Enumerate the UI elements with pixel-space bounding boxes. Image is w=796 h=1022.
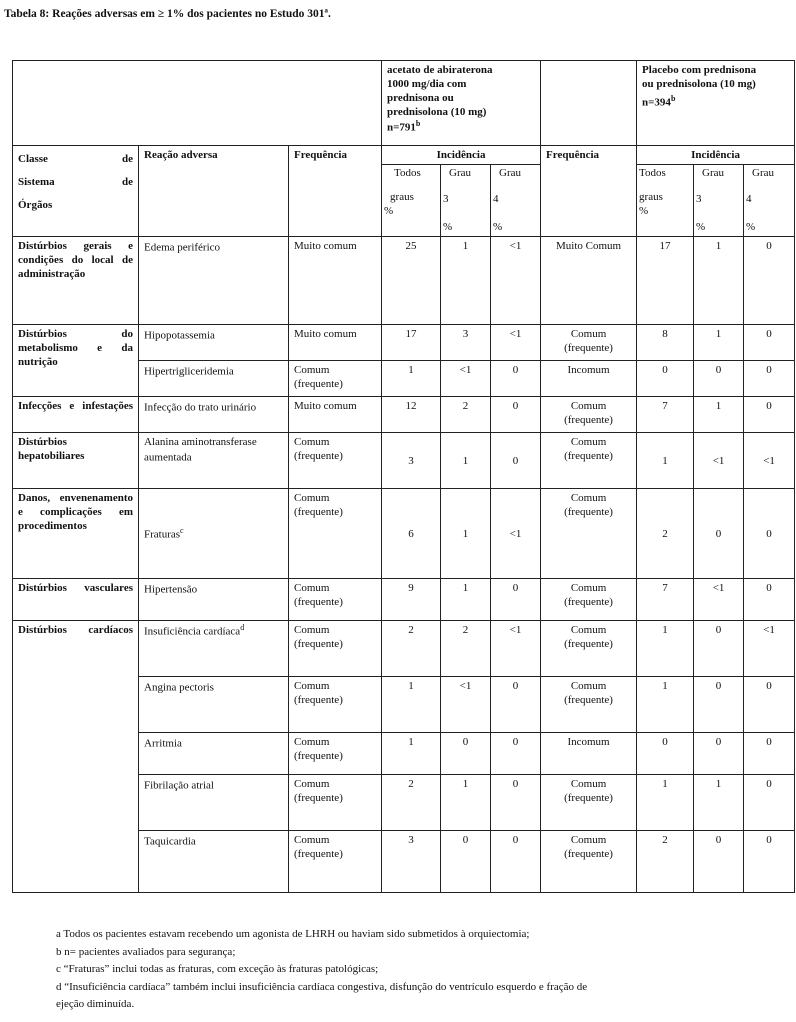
organ-class-cell: Distúrbios gerais e condições do local de administração <box>13 237 139 325</box>
frequency-abiraterone-cell: Comum (frequente) <box>289 733 382 775</box>
placebo-all-grades-cell: 1 <box>637 677 694 733</box>
abiraterone-grade4-cell: 0 <box>491 361 541 397</box>
frequency-abiraterone-cell: Comum (frequente) <box>289 433 382 489</box>
placebo-grade4-cell: 0 <box>744 677 795 733</box>
footnote-b: b n= pacientes avaliados para segurança; <box>56 945 236 958</box>
header-grau4-a: Grau 4 % <box>491 165 541 237</box>
header-classe: Classe de Sistema de Órgãos <box>13 146 139 237</box>
header-todos-a: Todos graus % <box>382 165 441 237</box>
table-row <box>13 489 795 579</box>
footnote-d: d “Insuficiência cardíaca” também inclui insuficiência cardíaca congestiva, disfunção do ventrículo esquerdo e fração de <box>56 980 588 993</box>
frequency-placebo-cell: Comum (frequente) <box>541 433 637 489</box>
placebo-grade3-cell: 1 <box>694 397 744 433</box>
frequency-placebo-cell: Comum (frequente) <box>541 579 637 621</box>
abiraterone-grade4-cell: <1 <box>491 325 541 361</box>
abiraterone-all-grades-cell: 2 <box>382 775 441 831</box>
organ-class-cell: Distúrbios hepatobiliares <box>13 433 139 489</box>
abiraterone-grade4-cell: <1 <box>491 489 541 579</box>
placebo-grade3-cell: <1 <box>694 433 744 489</box>
abiraterone-all-grades-cell: 2 <box>382 621 441 677</box>
abiraterone-grade3-cell: 1 <box>441 579 491 621</box>
abiraterone-all-grades-cell: 9 <box>382 579 441 621</box>
reaction-cell: Hipopotassemia <box>139 325 289 361</box>
header-frequencia-p: Frequência <box>541 146 637 237</box>
footnote-a: a Todos os pacientes estavam recebendo um agonista de LHRH ou haviam sido submetidos à orquiectomia; <box>56 928 530 940</box>
placebo-grade3-cell: 0 <box>694 489 744 579</box>
abiraterone-all-grades-cell: 1 <box>382 733 441 775</box>
placebo-grade4-cell: 0 <box>744 775 795 831</box>
abiraterone-grade3-cell: 1 <box>441 775 491 831</box>
abiraterone-all-grades-cell: 17 <box>382 325 441 361</box>
header-grau3-p: Grau 3 % <box>694 165 744 237</box>
frequency-placebo-cell: Comum (frequente) <box>541 397 637 433</box>
placebo-grade4-cell: 0 <box>744 733 795 775</box>
table-row <box>13 237 795 325</box>
abiraterone-grade3-cell: 1 <box>441 237 491 325</box>
abiraterone-grade3-cell: 2 <box>441 621 491 677</box>
abiraterone-grade4-cell: 0 <box>491 733 541 775</box>
organ-class-cell: Infecções e infestações <box>13 397 139 433</box>
placebo-grade3-cell: 1 <box>694 775 744 831</box>
organ-class-cell: Distúrbios cardíacos <box>13 621 139 893</box>
placebo-all-grades-cell: 2 <box>637 489 694 579</box>
organ-class-cell: Distúrbios vasculares <box>13 579 139 621</box>
abiraterone-grade4-cell: 0 <box>491 397 541 433</box>
placebo-grade4-cell: 0 <box>744 579 795 621</box>
placebo-grade3-cell: 0 <box>694 677 744 733</box>
placebo-all-grades-cell: 17 <box>637 237 694 325</box>
frequency-placebo-cell: Comum (frequente) <box>541 489 637 579</box>
reaction-cell: Angina pectoris <box>139 677 289 733</box>
reaction-cell: Alanina aminotransferase aumentada <box>139 433 289 489</box>
reaction-cell: Infecção do trato urinário <box>139 397 289 433</box>
frequency-placebo-cell: Incomum <box>541 361 637 397</box>
group-placebo: Placebo com prednisona ou prednisolona (10 mg) $n=394^b$ <box>637 61 795 146</box>
placebo-all-grades-cell: 7 <box>637 579 694 621</box>
frequency-abiraterone-cell: Comum (frequente) <box>289 579 382 621</box>
abiraterone-grade3-cell: 1 <box>441 433 491 489</box>
reaction-cell: Hipertensão <box>139 579 289 621</box>
table-row <box>13 579 795 621</box>
placebo-grade3-cell: 1 <box>694 237 744 325</box>
organ-class-cell: Distúrbios do metabolismo e da nutrição <box>13 325 139 397</box>
header-incidencia-a: Incidência <box>382 146 541 165</box>
placebo-grade4-cell: 0 <box>744 361 795 397</box>
frequency-placebo-cell: Comum (frequente) <box>541 325 637 361</box>
frequency-placebo-cell: Comum (frequente) <box>541 831 637 893</box>
reaction-cell: Edema periférico <box>139 237 289 325</box>
placebo-grade3-cell: 0 <box>694 831 744 893</box>
placebo-all-grades-cell: 1 <box>637 775 694 831</box>
abiraterone-all-grades-cell: 1 <box>382 677 441 733</box>
placebo-grade4-cell: 0 <box>744 397 795 433</box>
abiraterone-grade4-cell: <1 <box>491 621 541 677</box>
placebo-grade3-cell: 0 <box>694 621 744 677</box>
placebo-all-grades-cell: 8 <box>637 325 694 361</box>
placebo-grade3-cell: <1 <box>694 579 744 621</box>
frequency-abiraterone-cell: Comum (frequente) <box>289 361 382 397</box>
abiraterone-grade3-cell: 1 <box>441 489 491 579</box>
table-row <box>13 325 795 361</box>
placebo-all-grades-cell: 2 <box>637 831 694 893</box>
header-frequencia-a: Frequência <box>289 146 382 237</box>
frequency-abiraterone-cell: Comum (frequente) <box>289 489 382 579</box>
placebo-all-grades-cell: 7 <box>637 397 694 433</box>
abiraterone-grade3-cell: 3 <box>441 325 491 361</box>
header-incidencia-p: Incidência <box>637 146 795 165</box>
column-header-row <box>13 146 795 165</box>
frequency-abiraterone-cell: Muito comum <box>289 237 382 325</box>
frequency-placebo-cell: Comum (frequente) <box>541 621 637 677</box>
frequency-placebo-cell: Comum (frequente) <box>541 775 637 831</box>
placebo-grade4-cell: 0 <box>744 325 795 361</box>
footnotes <box>56 926 776 1014</box>
abiraterone-grade4-cell: 0 <box>491 831 541 893</box>
abiraterone-grade3-cell: 0 <box>441 831 491 893</box>
abiraterone-grade3-cell: 2 <box>441 397 491 433</box>
abiraterone-grade4-cell: 0 <box>491 677 541 733</box>
table-row <box>13 397 795 433</box>
abiraterone-all-grades-cell: 3 <box>382 433 441 489</box>
abiraterone-all-grades-cell: 3 <box>382 831 441 893</box>
placebo-all-grades-cell: 1 <box>637 433 694 489</box>
footnote-c: c “Fraturas” inclui todas as fraturas, com exceção às fraturas patológicas; <box>56 963 379 976</box>
reaction-cell: Fraturas$^c$ <box>139 489 289 579</box>
header-reacao: Reação adversa <box>139 146 289 237</box>
placebo-grade4-cell: 0 <box>744 489 795 579</box>
frequency-placebo-cell: Muito Comum <box>541 237 637 325</box>
abiraterone-grade3-cell: <1 <box>441 677 491 733</box>
footnote-d-cont: ejeção diminuída. <box>56 998 135 1011</box>
header-todos-p: Todos graus % <box>637 165 694 237</box>
reaction-cell: Arritmia <box>139 733 289 775</box>
frequency-abiraterone-cell: Muito comum <box>289 325 382 361</box>
abiraterone-grade3-cell: 0 <box>441 733 491 775</box>
table-row <box>13 621 795 677</box>
placebo-all-grades-cell: 0 <box>637 733 694 775</box>
abiraterone-grade3-cell: <1 <box>441 361 491 397</box>
placebo-all-grades-cell: 1 <box>637 621 694 677</box>
abiraterone-grade4-cell: <1 <box>491 237 541 325</box>
reaction-cell: Hipertrigliceridemia <box>139 361 289 397</box>
organ-class-cell: Danos, envenenamento e complicações em procedimentos <box>13 489 139 579</box>
frequency-abiraterone-cell: Comum (frequente) <box>289 677 382 733</box>
group-header-row <box>13 61 795 146</box>
placebo-grade3-cell: 0 <box>694 733 744 775</box>
frequency-abiraterone-cell: Comum (frequente) <box>289 775 382 831</box>
placebo-grade4-cell: 0 <box>744 237 795 325</box>
adverse-reactions-table <box>12 60 795 893</box>
frequency-abiraterone-cell: Muito comum <box>289 397 382 433</box>
header-grau4-p: Grau 4 % <box>744 165 795 237</box>
table-caption: Tabela 8: Reações adversas em ≥ 1% dos pacientes no Estudo 301ª. <box>4 8 331 20</box>
table-row <box>13 433 795 489</box>
placebo-grade4-cell: <1 <box>744 433 795 489</box>
placebo-grade3-cell: 1 <box>694 325 744 361</box>
placebo-all-grades-cell: 0 <box>637 361 694 397</box>
abiraterone-all-grades-cell: 12 <box>382 397 441 433</box>
reaction-cell: Fibrilação atrial <box>139 775 289 831</box>
placebo-grade4-cell: <1 <box>744 621 795 677</box>
placebo-grade3-cell: 0 <box>694 361 744 397</box>
abiraterone-grade4-cell: 0 <box>491 775 541 831</box>
header-grau3-a: Grau 3 % <box>441 165 491 237</box>
abiraterone-all-grades-cell: 25 <box>382 237 441 325</box>
frequency-abiraterone-cell: Comum (frequente) <box>289 831 382 893</box>
frequency-placebo-cell: Incomum <box>541 733 637 775</box>
abiraterone-all-grades-cell: 6 <box>382 489 441 579</box>
abiraterone-grade4-cell: 0 <box>491 433 541 489</box>
frequency-placebo-cell: Comum (frequente) <box>541 677 637 733</box>
group-abiraterone: acetato de abiraterona 1000 mg/dia com prednisona ou prednisolona (10 mg) $n=791^b$ <box>382 61 541 146</box>
frequency-abiraterone-cell: Comum (frequente) <box>289 621 382 677</box>
reaction-cell: Insuficiência cardíaca$^d$ <box>139 621 289 677</box>
placebo-grade4-cell: 0 <box>744 831 795 893</box>
abiraterone-grade4-cell: 0 <box>491 579 541 621</box>
abiraterone-all-grades-cell: 1 <box>382 361 441 397</box>
reaction-cell: Taquicardia <box>139 831 289 893</box>
